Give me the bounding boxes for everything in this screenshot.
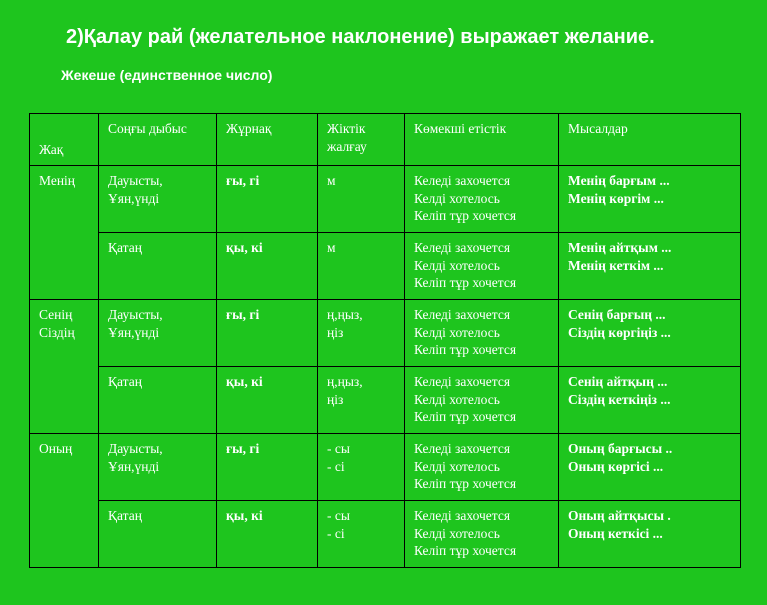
personal-ending-cell: - сы - сі — [318, 434, 405, 501]
examples-cell: Сенің айтқың ... Сіздің кеткіңіз ... — [559, 367, 741, 434]
table-header-row — [30, 114, 741, 166]
table-row — [30, 367, 741, 434]
auxiliary-verb-cell: Келеді захочется Келді хотелось Келіп тұр хочется — [405, 434, 559, 501]
header-person: Жақ — [30, 114, 99, 166]
last-sound-cell: Дауысты, Ұян,үнді — [99, 300, 217, 367]
examples-cell: Сенің барғың ... Сіздің көргіңіз ... — [559, 300, 741, 367]
examples-cell: Оның барғысы .. Оның көргісі ... — [559, 434, 741, 501]
auxiliary-verb-cell: Келеді захочется Келді хотелось Келіп тұр хочется — [405, 300, 559, 367]
header-examples: Мысалдар — [559, 114, 741, 166]
table-row — [30, 233, 741, 300]
header-suffix: Жұрнақ — [217, 114, 318, 166]
table-row — [30, 501, 741, 568]
person-cell: Менің — [30, 166, 99, 300]
table-row — [30, 166, 741, 233]
suffix-cell: қы, кі — [217, 501, 318, 568]
suffix-cell: ғы, гі — [217, 166, 318, 233]
header-last-sound: Соңғы дыбыс — [99, 114, 217, 166]
table-row — [30, 300, 741, 367]
suffix-cell: ғы, гі — [217, 434, 318, 501]
personal-ending-cell: м — [318, 166, 405, 233]
person-cell: Оның — [30, 434, 99, 568]
auxiliary-verb-cell: Келеді захочется Келді хотелось Келіп тұр хочется — [405, 233, 559, 300]
last-sound-cell: Қатаң — [99, 501, 217, 568]
table-row — [30, 434, 741, 501]
conjugation-table — [29, 113, 741, 568]
auxiliary-verb-cell: Келеді захочется Келді хотелось Келіп тұр хочется — [405, 166, 559, 233]
auxiliary-verb-cell: Келеді захочется Келді хотелось Келіп тұр хочется — [405, 501, 559, 568]
personal-ending-cell: м — [318, 233, 405, 300]
personal-ending-cell: ң,ңыз, ңіз — [318, 300, 405, 367]
examples-cell: Менің айтқым ... Менің кеткім ... — [559, 233, 741, 300]
last-sound-cell: Дауысты, Ұян,үнді — [99, 166, 217, 233]
page-subtitle: Жекеше (единственное число) — [61, 67, 273, 83]
header-auxiliary-verb: Көмекші етістік — [405, 114, 559, 166]
suffix-cell: ғы, гі — [217, 300, 318, 367]
page-title: 2)Қалау рай (желательное наклонение) выражает желание. — [66, 26, 655, 48]
personal-ending-cell: - сы - сі — [318, 501, 405, 568]
personal-ending-cell: ң,ңыз, ңіз — [318, 367, 405, 434]
examples-cell: Оның айтқысы . Оның кеткісі ... — [559, 501, 741, 568]
person-cell: Сенің Сіздің — [30, 300, 99, 434]
last-sound-cell: Қатаң — [99, 233, 217, 300]
examples-cell: Менің барғым ... Менің көргім ... — [559, 166, 741, 233]
last-sound-cell: Қатаң — [99, 367, 217, 434]
suffix-cell: қы, кі — [217, 367, 318, 434]
header-personal-ending: Жіктік жалғау — [318, 114, 405, 166]
auxiliary-verb-cell: Келеді захочется Келді хотелось Келіп тұр хочется — [405, 367, 559, 434]
suffix-cell: қы, кі — [217, 233, 318, 300]
last-sound-cell: Дауысты, Ұян,үнді — [99, 434, 217, 501]
table-body — [30, 114, 741, 568]
